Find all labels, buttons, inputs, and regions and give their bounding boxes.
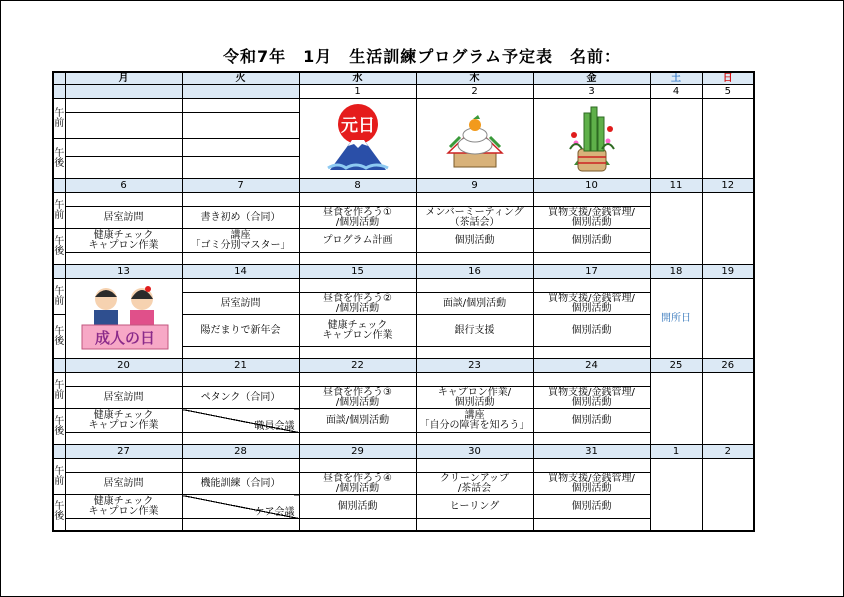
am-label: 午 前 (53, 373, 65, 409)
pm-label: 午 後 (53, 495, 65, 531)
date-cell (182, 85, 299, 99)
date-cell: 31 (533, 445, 650, 459)
activity-cell: 買物支援/金銭管理/ 個別活動 (533, 207, 650, 229)
activity-cell: 健康チェック キャプロン作業 (65, 409, 182, 433)
date-cell: 24 (533, 359, 650, 373)
activity-cell: 昼食を作ろう② /個別活動 (299, 293, 416, 315)
schedule-table (52, 71, 755, 532)
seijin-text: 成人の日 (94, 329, 155, 347)
date-cell: 25 (650, 359, 702, 373)
gantan-text: 元日 (340, 116, 375, 136)
date-cell (65, 85, 182, 99)
weekday-sun: 日 (702, 72, 754, 85)
activity-cell: ペタンク（合同） (182, 387, 299, 409)
week1-date-row (53, 85, 754, 99)
kadomatsu-image-cell (533, 99, 650, 179)
week2-date-row (53, 179, 754, 193)
weekday-sat: 土 (650, 72, 702, 85)
date-cell: 15 (299, 265, 416, 279)
kagami-mochi-icon (440, 101, 510, 173)
date-cell: 1 (299, 85, 416, 99)
activity-cell: 昼食を作ろう① /個別活動 (299, 207, 416, 229)
activity-cell: 居室訪問 (65, 207, 182, 229)
activity-cell: プログラム計画 (299, 229, 416, 253)
open-day-cell: 開所日 (650, 279, 702, 359)
am-label: 午 前 (53, 193, 65, 229)
care-meeting-cell: ケア会議 (182, 495, 299, 519)
activity-cell: ヒーリング (416, 495, 533, 519)
date-cell: 13 (65, 265, 182, 279)
activity-cell: 講座 「自分の障害を知ろう」 (416, 409, 533, 433)
activity-cell: 銀行支援 (416, 315, 533, 347)
date-cell: 20 (65, 359, 182, 373)
date-cell: 18 (650, 265, 702, 279)
date-cell: 7 (182, 179, 299, 193)
date-cell: 19 (702, 265, 754, 279)
weekday-tue: 火 (182, 72, 299, 85)
am-label: 午 前 (53, 279, 65, 315)
date-cell: 27 (65, 445, 182, 459)
date-cell: 21 (182, 359, 299, 373)
activity-cell: 個別活動 (416, 229, 533, 253)
date-cell: 3 (533, 85, 650, 99)
activity-cell: 講座 「ゴミ分別マスター」 (182, 229, 299, 253)
date-cell: 26 (702, 359, 754, 373)
date-cell: 2 (702, 445, 754, 459)
weekday-thu: 木 (416, 72, 533, 85)
activity-cell: 書き初め（合同） (182, 207, 299, 229)
activity-cell: 個別活動 (533, 495, 650, 519)
date-cell: 16 (416, 265, 533, 279)
am-label: 午 前 (53, 459, 65, 495)
activity-cell: 昼食を作ろう③ /個別活動 (299, 387, 416, 409)
corner-cell (53, 72, 65, 85)
activity-cell: 健康チェック キャプロン作業 (65, 495, 182, 519)
mt-fuji-sunrise-icon (326, 102, 390, 172)
date-cell: 11 (650, 179, 702, 193)
date-cell: 6 (65, 179, 182, 193)
date-cell: 29 (299, 445, 416, 459)
page-title: 令和7年 1月 生活訓練プログラム予定表 名前： (222, 47, 622, 66)
activity-cell: 健康チェック キャプロン作業 (65, 229, 182, 253)
activity-cell: 昼食を作ろう④ /個別活動 (299, 473, 416, 495)
activity-cell: 居室訪問 (65, 473, 182, 495)
activity-cell: 買物支援/金銭管理/ 個別活動 (533, 387, 650, 409)
activity-cell: 個別活動 (533, 229, 650, 253)
date-cell: 8 (299, 179, 416, 193)
date-cell: 5 (702, 85, 754, 99)
date-cell: 14 (182, 265, 299, 279)
week3-date-row (53, 265, 754, 279)
date-cell: 10 (533, 179, 650, 193)
staff-meeting-cell: 職員会議 (182, 409, 299, 433)
activity-cell: 陽だまりで新年会 (182, 315, 299, 347)
seijin-no-hi-image-cell (65, 279, 182, 359)
activity-cell: 面談/個別活動 (299, 409, 416, 433)
date-cell: 28 (182, 445, 299, 459)
new-year-image-cell (299, 99, 416, 179)
pm-label: 午 後 (53, 139, 65, 179)
coming-of-age-day-icon (74, 279, 174, 355)
activity-cell: 個別活動 (299, 495, 416, 519)
weekday-header-row (53, 72, 754, 85)
am-label: 午 前 (53, 99, 65, 139)
activity-cell: 機能訓練（合同） (182, 473, 299, 495)
week4-date-row (53, 359, 754, 373)
weekday-wed: 水 (299, 72, 416, 85)
kadomatsu-icon (562, 99, 622, 175)
date-cell: 17 (533, 265, 650, 279)
pm-label: 午 後 (53, 409, 65, 445)
activity-cell: 健康チェック キャプロン作業 (299, 315, 416, 347)
date-cell: 4 (650, 85, 702, 99)
activity-cell: 個別活動 (533, 315, 650, 347)
activity-cell: 居室訪問 (182, 293, 299, 315)
weekday-mon: 月 (65, 72, 182, 85)
activity-cell: 居室訪問 (65, 387, 182, 409)
weekday-fri: 金 (533, 72, 650, 85)
kagami-mochi-image-cell (416, 99, 533, 179)
date-cell: 12 (702, 179, 754, 193)
activity-cell: 買物支援/金銭管理/ 個別活動 (533, 473, 650, 495)
activity-cell: キャプロン作業/ 個別活動 (416, 387, 533, 409)
date-cell: 23 (416, 359, 533, 373)
date-cell: 9 (416, 179, 533, 193)
date-cell: 22 (299, 359, 416, 373)
activity-cell: メンバーミーティング （茶話会） (416, 207, 533, 229)
pm-label: 午 後 (53, 229, 65, 265)
activity-cell: 個別活動 (533, 409, 650, 433)
date-cell: 1 (650, 445, 702, 459)
activity-cell: 面談/個別活動 (416, 293, 533, 315)
week5-date-row (53, 445, 754, 459)
activity-cell: 買物支援/金銭管理/ 個別活動 (533, 293, 650, 315)
activity-cell: クリーンアップ /茶話会 (416, 473, 533, 495)
date-cell: 2 (416, 85, 533, 99)
date-cell: 30 (416, 445, 533, 459)
pm-label: 午 後 (53, 315, 65, 359)
